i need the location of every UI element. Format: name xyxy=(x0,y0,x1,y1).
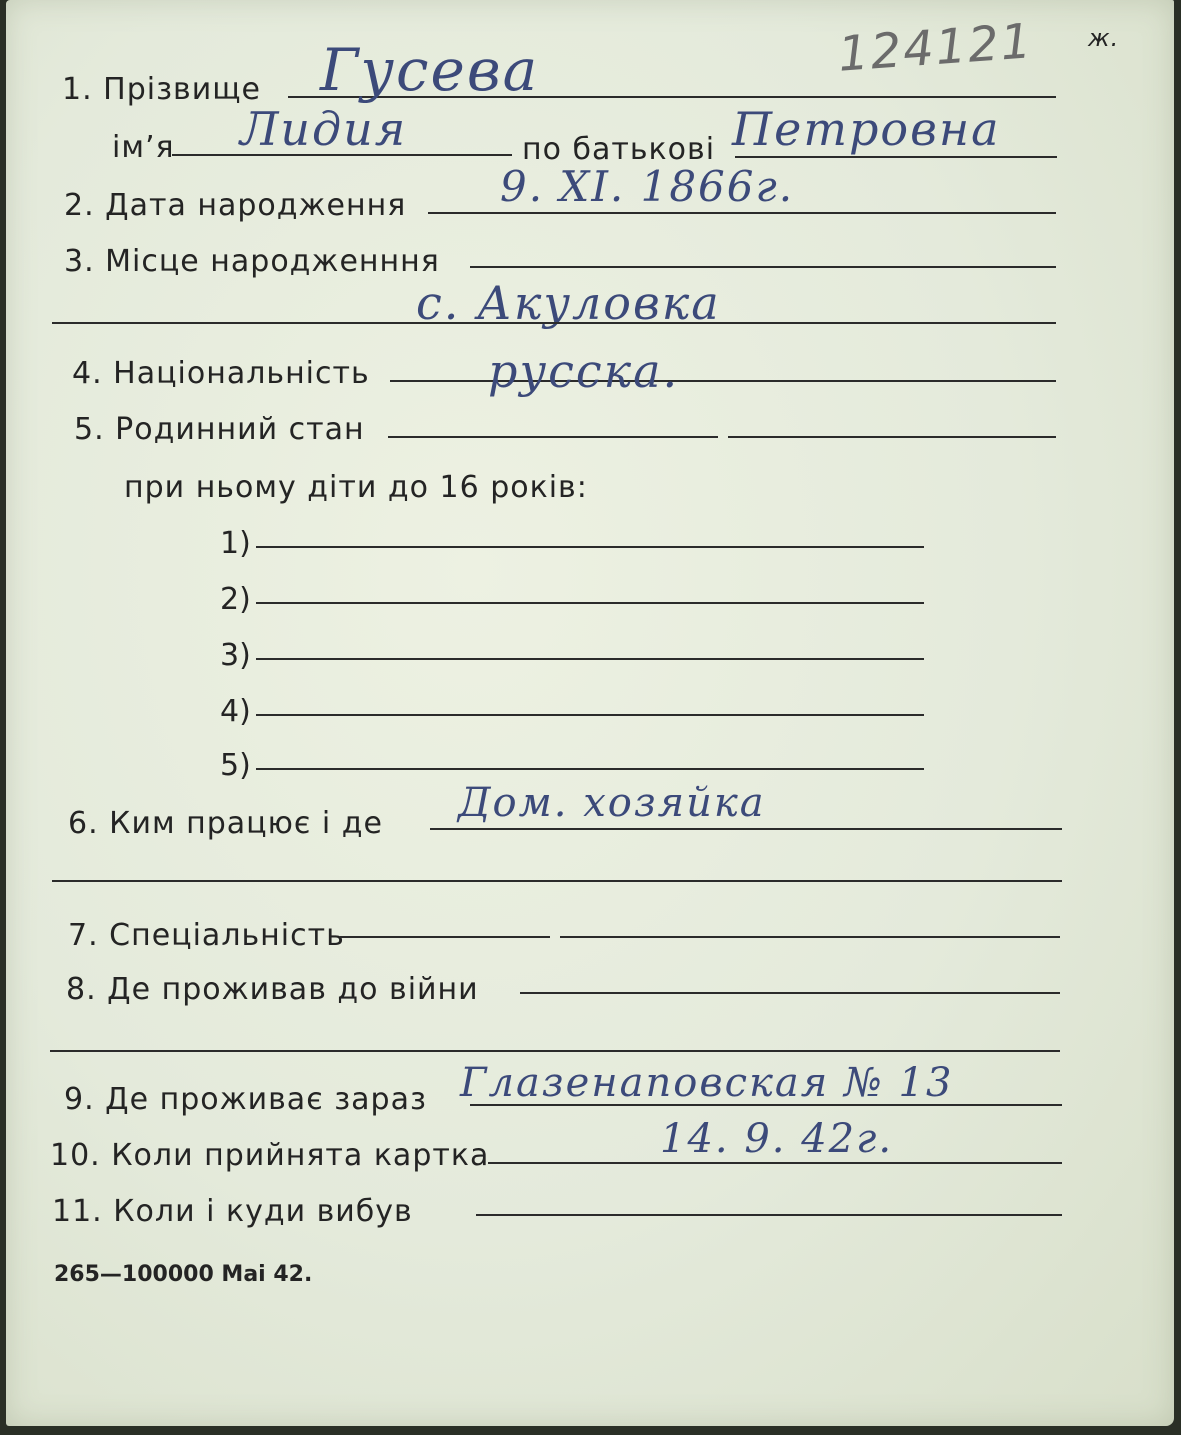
occupation-value: Дом. хозяйка xyxy=(458,780,766,826)
surname-label: 1. Прізвище xyxy=(62,72,261,107)
birth-date-value: 9. XI. 1866г. xyxy=(500,162,795,211)
prewar-residence-line xyxy=(520,992,1060,994)
nationality-label: 4. Національність xyxy=(72,356,370,391)
card-accepted-line xyxy=(488,1162,1062,1164)
child-2-line xyxy=(256,602,924,604)
occupation-line-2 xyxy=(52,880,1062,882)
nationality-value: русска. xyxy=(488,344,680,398)
card-accepted-value: 14. 9. 42г. xyxy=(660,1116,894,1162)
patronymic-line xyxy=(735,156,1057,158)
child-2-label: 2) xyxy=(220,582,251,617)
birth-date-line xyxy=(428,212,1056,214)
child-5-label: 5) xyxy=(220,748,251,783)
prewar-residence-label: 8. Де проживав до війни xyxy=(66,972,479,1007)
child-3-line xyxy=(256,658,924,660)
occupation-line xyxy=(430,828,1062,830)
birth-date-label: 2. Дата народження xyxy=(64,188,407,223)
patronymic-value: Петровна xyxy=(732,102,1001,156)
current-residence-value: Глазенаповская № 13 xyxy=(460,1060,954,1106)
corner-mark: ж. xyxy=(1088,24,1120,52)
first-name-value: Лидия xyxy=(240,102,408,156)
birth-place-line xyxy=(470,266,1056,268)
occupation-label: 6. Ким працює і де xyxy=(68,806,383,841)
current-residence-label: 9. Де проживає зараз xyxy=(64,1082,427,1117)
specialty-line-1 xyxy=(340,936,550,938)
first-name-label: ім’я xyxy=(112,130,175,165)
specialty-label: 7. Спеціальність xyxy=(68,918,345,953)
specialty-line-2 xyxy=(560,936,1060,938)
child-3-label: 3) xyxy=(220,638,251,673)
birth-place-value: с. Акуловка xyxy=(416,276,721,330)
departure-line xyxy=(476,1214,1062,1216)
surname-value: Гусева xyxy=(320,36,540,104)
family-status-line-1 xyxy=(388,436,718,438)
departure-label: 11. Коли і куди вибув xyxy=(52,1194,413,1229)
birth-place-label: 3. Місце народженння xyxy=(64,244,440,279)
family-status-label: 5. Родинний стан xyxy=(74,412,365,447)
children-label: при ньому діти до 16 років: xyxy=(124,470,588,505)
child-1-line xyxy=(256,546,924,548)
prewar-residence-line-2 xyxy=(50,1050,1060,1052)
family-status-line-2 xyxy=(728,436,1056,438)
child-5-line xyxy=(256,768,924,770)
birth-place-line-2 xyxy=(52,322,1056,324)
child-4-line xyxy=(256,714,924,716)
patronymic-label: по батькові xyxy=(522,132,716,167)
printer-mark: 265—100000 Mai 42. xyxy=(54,1262,313,1287)
card-accepted-label: 10. Коли прийнята картка xyxy=(50,1138,490,1173)
child-4-label: 4) xyxy=(220,694,251,729)
archive-number: 124121 xyxy=(836,13,1035,83)
child-1-label: 1) xyxy=(220,526,251,561)
